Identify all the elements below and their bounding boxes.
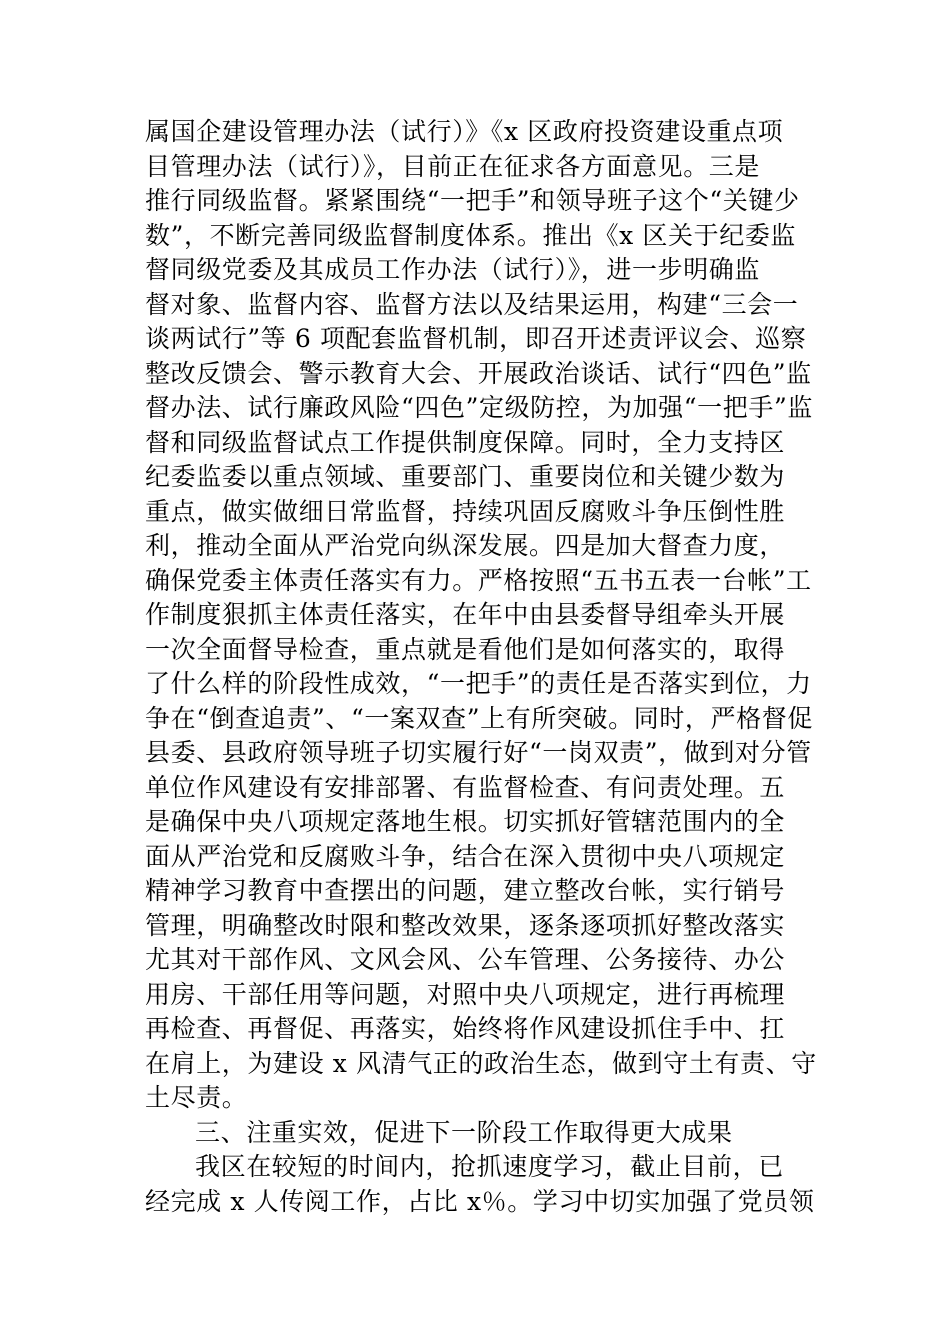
body-line: 推行同级监督。紧紧围绕“一把手”和领导班子这个“关键少 bbox=[145, 186, 800, 215]
body-line: 管理，明确整改时限和整改效果，逐条逐项抓好整改落实 bbox=[145, 910, 786, 940]
body-line: 尤其对干部作风、文风会风、公车管理、公务接待、办公 bbox=[145, 945, 786, 974]
body-line: 用房、干部任用等问题，对照中央八项规定，进行再梳理 bbox=[145, 979, 786, 1009]
body-line: 督对象、监督内容、监督方法以及结果运用，构建“三会一 bbox=[145, 289, 799, 319]
body-line: 精神学习教育中查摆出的问题，建立整改台帐，实行销号 bbox=[145, 876, 786, 905]
body-line: 在肩上，为建设 x 风清气正的政治生态，做到守土有责、守 bbox=[145, 1048, 817, 1078]
body-line: 重点，做实做细日常监督，持续巩固反腐败斗争压倒性胜 bbox=[145, 496, 786, 526]
body-line: 督同级党委及其成员工作办法（试行）》，进一步明确监 bbox=[145, 255, 761, 284]
body-line: 面从严治党和反腐败斗争，结合在深入贯彻中央八项规定 bbox=[145, 841, 786, 871]
body-line: 土尽责。 bbox=[145, 1083, 248, 1112]
body-line: 谈两试行”等 6 项配套监督机制，即召开述责评议会、巡察 bbox=[145, 324, 807, 353]
body-line: 目管理办法（试行）》，目前正在征求各方面意见。三是 bbox=[145, 151, 761, 181]
section-heading: 三、注重实效，促进下一阶段工作取得更大成果 bbox=[195, 1117, 733, 1147]
body-line: 属国企建设管理办法（试行）》《x 区政府投资建设重点项 bbox=[145, 117, 784, 146]
body-line: 作制度狠抓主体责任落实，在年中由县委督导组牵头开展 bbox=[145, 600, 786, 629]
paragraph-line: 我区在较短的时间内，抢抓速度学习，截止目前，已 bbox=[195, 1152, 784, 1181]
body-line: 整改反馈会、警示教育大会、开展政治谈话、试行“四色”监 bbox=[145, 358, 812, 388]
body-line: 单位作风建设有安排部署、有监督检查、有问责处理。五 bbox=[145, 772, 786, 802]
body-line: 确保党委主体责任落实有力。严格按照“五书五表一台帐”工 bbox=[145, 565, 812, 595]
body-line: 纪委监委以重点领域、重要部门、重要岗位和关键少数为 bbox=[145, 462, 786, 491]
paragraph-line: 经完成 x 人传阅工作，占比 x％。学习中切实加强了党员领 bbox=[145, 1186, 815, 1216]
body-line: 督和同级监督试点工作提供制度保障。同时，全力支持区 bbox=[145, 427, 786, 457]
body-line: 了什么样的阶段性成效，“一把手”的责任是否落实到位，力 bbox=[145, 669, 812, 698]
document-body bbox=[145, 115, 817, 1219]
body-line: 争在“倒查追责”、“一案双查”上有所突破。同时，严格督促 bbox=[145, 703, 813, 733]
body-line: 一次全面督导检查，重点就是看他们是如何落实的，取得 bbox=[145, 634, 786, 664]
body-line: 是确保中央八项规定落地生根。切实抓好管辖范围内的全 bbox=[145, 807, 786, 836]
body-line: 县委、县政府领导班子切实履行好“一岗双责”，做到对分管 bbox=[145, 738, 812, 767]
body-line: 再检查、再督促、再落实，始终将作风建设抓住手中、扛 bbox=[145, 1014, 786, 1043]
body-line: 数”，不断完善同级监督制度体系。推出《x 区关于纪委监 bbox=[145, 220, 797, 250]
body-line: 利，推动全面从严治党向纵深发展。四是加大督查力度， bbox=[145, 531, 786, 560]
body-line: 督办法、试行廉政风险“四色”定级防控，为加强“一把手”监 bbox=[145, 393, 813, 422]
